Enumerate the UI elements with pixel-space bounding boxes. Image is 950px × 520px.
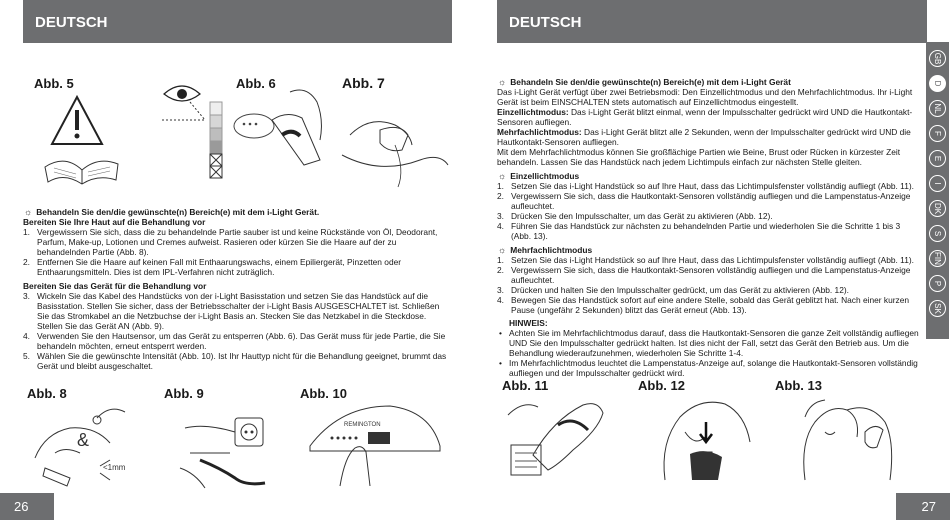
mehrfach-heading: ☼ Mehrfachlichtmodus bbox=[498, 245, 593, 255]
handpiece-placement-illustration bbox=[503, 395, 623, 490]
einzel-heading: ☼ Einzellichtmodus bbox=[498, 171, 580, 181]
section-title: ☼ Behandeln Sie den/die gewünschte(n) Bereich(e) mit dem i-Light Gerät. bbox=[24, 207, 320, 217]
page-header: DEUTSCH bbox=[497, 0, 927, 43]
language-tab-d[interactable]: D bbox=[929, 75, 946, 92]
language-tab-i[interactable]: I bbox=[929, 175, 946, 192]
sun-icon: ☼ bbox=[24, 207, 33, 217]
figure-label-abb12: Abb. 12 bbox=[638, 378, 685, 393]
page-number: 26 bbox=[0, 493, 54, 520]
figure-label-abb11: Abb. 11 bbox=[502, 378, 549, 393]
right-text-content bbox=[497, 77, 922, 378]
brand-label: REMINGTON bbox=[344, 422, 381, 428]
figure-label-abb13: Abb. 13 bbox=[775, 378, 822, 393]
list-item: • Achten Sie im Mehrfachlichtmodus darauf, dass die Hautkontakt-Sensoren die ganze Zeit vollständig aufliegen UND Sie den Impulsschalter gedrückt halten. Ist dies nicht der Fall, setzt das Gerät den Betrieb aus. Um die Behandlung wiederaufzunehmen, wiederholen Sie Schritte 1-4. bbox=[499, 328, 919, 358]
mehrfach-list bbox=[497, 255, 922, 315]
list-item: 2. Vergewissern Sie sich, dass die Hautkontakt-Sensoren vollständig aufliegen und die Lampenstatus-Anzeige aufleuchtet. bbox=[497, 265, 911, 285]
figure-label-abb10: Abb. 10 bbox=[300, 386, 347, 401]
prep-list bbox=[23, 227, 451, 277]
language-tab-f[interactable]: F bbox=[929, 125, 946, 142]
measurement-label: <1mm bbox=[103, 463, 126, 472]
page-header: DEUTSCH bbox=[23, 0, 452, 43]
language-tab-e[interactable]: E bbox=[929, 150, 946, 167]
intro-text: Das i-Light Gerät verfügt über zwei Betriebsmodi: Den Einzellichtmodus und den Mehrfachlichtmodus. Ihr i-Light Gerät ist beim EINSCHALTEN stets automatisch auf Einzellichtmodus eingestellt. bbox=[497, 87, 913, 107]
list-item: • Im Mehrfachlichtmodus leuchtet die Lampenstatus-Anzeige auf, solange die Hautkontakt-Sensoren vollständig aufliegen und der Impulsschalter gedrückt wird. bbox=[499, 358, 918, 378]
skin-sensor-illustration bbox=[232, 80, 332, 180]
note-heading: HINWEIS: bbox=[509, 318, 548, 328]
sun-icon: ☼ bbox=[498, 77, 507, 87]
figure-label-abb9: Abb. 9 bbox=[164, 386, 204, 401]
intensity-selection-illustration bbox=[300, 396, 450, 496]
language-tab-gb[interactable]: GB bbox=[929, 50, 946, 67]
list-item: 4. Führen Sie das Handstück zur nächsten zu behandelnden Partie und wiederholen Sie die Schritte 1 bis 3 (Abb. 13). bbox=[497, 221, 901, 241]
einzel-list bbox=[497, 181, 922, 241]
language-tab-s[interactable]: S bbox=[929, 225, 946, 242]
page-right bbox=[475, 0, 950, 520]
list-item: 1. Vergewissern Sie sich, dass die zu behandelnde Partie sauber ist und keine Rückstände von Öl, Deodorant, Parfum, Make-up, Lotionen und Cremes aufweist. Rasieren oder kürzen Sie die Haare auf der zu behandelnden Partie (Abb. 8). bbox=[23, 227, 438, 257]
list-item: 1. Setzen Sie das i-Light Handstück so auf Ihre Haut, dass das Lichtimpulsfenster vollständig aufliegt (Abb. 11). bbox=[497, 255, 914, 265]
figure-label-abb6: Abb. 6 bbox=[236, 76, 276, 91]
list-item: 2. Entfernen Sie die Haare auf keinen Fall mit Enthaarungswachs, einem Epiliergerät, Pinzetten oder Enthaarungsmitteln. Dies ist dem IPL-Verfahren nicht zuträglich. bbox=[23, 257, 402, 277]
svg-text:&: & bbox=[77, 430, 90, 450]
arm-treatment-illustration bbox=[340, 95, 450, 190]
einzel-description: Einzellichtmodus: Das i-Light Gerät blitzt einmal, wenn der Impulsschalter gedrückt wird UND die Hautkontakt-Sensoren aufliegen. bbox=[497, 107, 913, 127]
list-item: 4. Verwenden Sie den Hautsensor, um das Gerät zu entsperren (Abb. 6). Das Gerät muss für jede Partie, die Sie behandeln möchten, erneut entsperrt werden. bbox=[23, 331, 446, 351]
list-item: 3. Drücken Sie den Impulsschalter, um das Gerät zu aktivieren (Abb. 12). bbox=[497, 211, 773, 221]
pulse-button-illustration bbox=[650, 392, 760, 482]
list-item: 3. Wickeln Sie das Kabel des Handstücks von der i-Light Basisstation und setzen Sie das Handstück auf die Basisstation. Stellen Sie sicher, dass der Betriebsschalter der i-Light Basis AUSGESCHALTET ist. Schließen Sie das Stromkabel an die Netzbuchse der i-Light Basis an. Stecken Sie das Netzkabel in die Steckdose. Stellen Sie das Gerät AN (Abb. 9). bbox=[23, 291, 440, 331]
power-outlet-illustration bbox=[175, 398, 275, 493]
page-number: 27 bbox=[896, 493, 950, 520]
language-tab-p[interactable]: P bbox=[929, 275, 946, 292]
device-heading: Bereiten Sie das Gerät für die Behandlung vor bbox=[23, 281, 207, 291]
list-item: 5. Wählen Sie die gewünschte Intensität (Abb. 10). Ist Ihr Hauttyp nicht für die Behandlung geeignet, brummt das Gerät und bleibt ausgeschaltet. bbox=[23, 351, 447, 371]
language-tab-sk[interactable]: SK bbox=[929, 300, 946, 317]
language-tab-fin[interactable]: FIN bbox=[929, 250, 946, 267]
language-tab-bar bbox=[926, 42, 949, 339]
list-item: 1. Setzen Sie das i-Light Handstück so auf Ihre Haut, dass das Lichtimpulsfenster vollständig aufliegt (Abb. 11). bbox=[497, 181, 914, 191]
list-item: 3. Drücken und halten Sie den Impulsschalter gedrückt, um das Gerät zu aktivieren (Abb. 12). bbox=[497, 285, 849, 295]
underarm-treatment-illustration bbox=[785, 392, 905, 482]
sun-icon: ☼ bbox=[498, 245, 507, 255]
language-tab-dk[interactable]: DK bbox=[929, 200, 946, 217]
prep-heading: Bereiten Sie Ihre Haut auf die Behandlung vor bbox=[23, 217, 206, 227]
section-title: ☼ Behandeln Sie den/die gewünschte(n) Bereich(e) mit dem i-Light Gerät bbox=[498, 77, 791, 87]
shaving-illustration bbox=[25, 398, 150, 488]
device-list bbox=[23, 291, 451, 371]
figure-label-abb5: Abb. 5 bbox=[34, 76, 74, 91]
sun-icon: ☼ bbox=[498, 171, 507, 181]
warning-book-illustration bbox=[40, 92, 120, 187]
skin-tone-chart-illustration bbox=[150, 80, 235, 180]
power-socket-icon bbox=[235, 418, 263, 446]
left-text-content bbox=[23, 207, 451, 371]
list-item: 2. Vergewissern Sie sich, dass die Hautkontakt-Sensoren vollständig aufliegen und die Lampenstatus-Anzeige aufleuchtet. bbox=[497, 191, 911, 211]
figure-label-abb8: Abb. 8 bbox=[27, 386, 67, 401]
figure-label-abb7: Abb. 7 bbox=[342, 75, 385, 91]
mehrfach-extra: Mit dem Mehrfachlichtmodus können Sie großflächige Partien wie Beine, Brust oder Rücken in kürzester Zeit behandeln. Lassen Sie das Handstück nach jedem Lichtimpuls einfach zur nächsten Stelle gleiten. bbox=[497, 147, 901, 167]
list-item: 4. Bewegen Sie das Handstück sofort auf eine andere Stelle, sobald das Gerät geblitzt hat. Nach einer kurzen Pause (ungefähr 2 Sekunden) blitzt das Gerät erneut (Abb. 13). bbox=[497, 295, 910, 315]
language-tab-nl[interactable]: NL bbox=[929, 100, 946, 117]
mehrfach-description: Mehrfachlichtmodus: Das i-Light Gerät blitzt alle 2 Sekunden, wenn der Impulsschalter gedrückt wird UND die Hautkontakt-Sensoren aufliegen. bbox=[497, 127, 911, 147]
note-list bbox=[497, 328, 922, 378]
